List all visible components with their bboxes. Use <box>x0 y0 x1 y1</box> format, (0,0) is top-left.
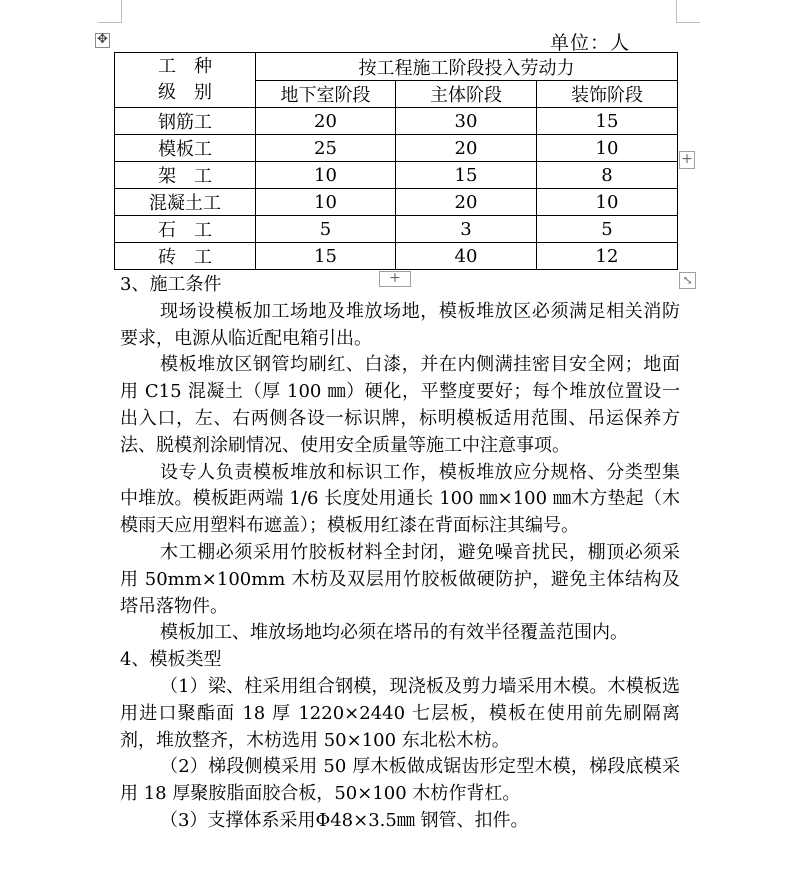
value-cell[interactable]: 15 <box>537 108 678 135</box>
table-row <box>115 243 678 270</box>
table-move-handle-icon[interactable]: ✥ <box>95 33 110 48</box>
body-paragraph: （3）支撑体系采用Φ48×3.5㎜ 钢管、扣件。 <box>160 809 529 831</box>
header-stage-main[interactable]: 主体阶段 <box>396 81 537 108</box>
row-name-cell[interactable]: 架 工 <box>115 162 256 189</box>
value-cell[interactable]: 5 <box>256 216 396 243</box>
value-cell[interactable]: 40 <box>396 243 537 270</box>
value-cell[interactable]: 15 <box>256 243 396 270</box>
value-cell[interactable]: 10 <box>537 135 678 162</box>
body-paragraph: 现场设模板加工场地及堆放场地，模板堆放区必须满足相关消防要求，电源从临近配电箱引出。 <box>120 300 680 349</box>
value-cell[interactable]: 10 <box>537 189 678 216</box>
table-header-row <box>115 53 678 81</box>
header-stage-basement[interactable]: 地下室阶段 <box>256 81 396 108</box>
body-paragraph: 模板加工、堆放场地均必须在塔吊的有效半径覆盖范围内。 <box>160 622 628 644</box>
crop-mark-right-horizontal <box>676 22 700 23</box>
row-name-cell[interactable]: 混凝土工 <box>115 189 256 216</box>
table-row <box>115 135 678 162</box>
body-paragraph: 模板堆放区钢管均刷红、白漆，并在内侧满挂密目安全网；地面用 C15 混凝土（厚 100 ㎜）硬化，平整度要好；每个堆放位置设一出入口，左、右两侧各设一标识牌，标明模板适用范围、吊运保养方法、脱模剂涂刷情况、使用安全质量等施工中注意事项。 <box>120 354 680 456</box>
header-trade-label: 工 种 <box>158 56 212 77</box>
value-cell[interactable]: 3 <box>396 216 537 243</box>
value-cell[interactable]: 15 <box>396 162 537 189</box>
document-body[interactable] <box>120 272 680 835</box>
row-name-cell[interactable]: 钢筋工 <box>115 108 256 135</box>
add-column-plus-icon[interactable]: + <box>679 151 695 169</box>
labor-table[interactable] <box>114 52 678 270</box>
header-level-label: 级 别 <box>158 82 212 103</box>
body-paragraph: （1）梁、柱采用组合钢模，现浇板及剪力墙采用木模。木模板选用进口聚酯面 18 厚 1220×2440 七层板，模板在使用前先刷隔离剂，堆放整齐，木枋选用 50×100 东北松木枋。 <box>120 675 680 751</box>
row-name-cell[interactable]: 砖 工 <box>115 243 256 270</box>
value-cell[interactable]: 8 <box>537 162 678 189</box>
table-row <box>115 216 678 243</box>
value-cell[interactable]: 5 <box>537 216 678 243</box>
body-paragraph: 木工棚必须采用竹胶板材料全封闭，避免噪音扰民，棚顶必须采用 50mm×100mm 木枋及双层用竹胶板做硬防护，避免主体结构及塔吊落物件。 <box>120 541 680 617</box>
crop-mark-left-vertical <box>121 0 122 22</box>
value-cell[interactable]: 20 <box>396 189 537 216</box>
body-paragraph: （2）梯段侧模采用 50 厚木板做成锯齿形定型木模，梯段底模采用 18 厚聚胺脂面胶合板，50×100 木枋作背杠。 <box>120 756 680 805</box>
table-resize-handle-icon[interactable]: ⤡ <box>679 272 696 289</box>
value-cell[interactable]: 30 <box>396 108 537 135</box>
header-trade-cell[interactable] <box>115 53 256 108</box>
body-paragraph: 设专人负责模板堆放和标识工作，模板堆放应分规格、分类型集中堆放。模板距两端 1/6 长度处用通长 100 ㎜×100 ㎜木方垫起（木模雨天应用塑料布遮盖）；模板用红漆在背面标注其编号。 <box>120 461 680 537</box>
value-cell[interactable]: 20 <box>256 108 396 135</box>
section-heading: 4、模板类型 <box>120 649 222 671</box>
table-row <box>115 162 678 189</box>
header-stage-decoration[interactable]: 装饰阶段 <box>537 81 678 108</box>
section-heading: 3、施工条件 <box>120 274 222 295</box>
row-name-cell[interactable]: 石 工 <box>115 216 256 243</box>
add-row-plus-icon[interactable]: + <box>379 271 411 287</box>
unit-label: 单位：人 <box>550 32 631 54</box>
table-row <box>115 189 678 216</box>
value-cell[interactable]: 12 <box>537 243 678 270</box>
table-row <box>115 108 678 135</box>
crop-mark-right-vertical <box>676 0 677 22</box>
header-group-cell[interactable]: 按工程施工阶段投入劳动力 <box>256 53 678 81</box>
crop-mark-left-horizontal <box>98 22 122 23</box>
value-cell[interactable]: 10 <box>256 189 396 216</box>
value-cell[interactable]: 10 <box>256 162 396 189</box>
value-cell[interactable]: 20 <box>396 135 537 162</box>
row-name-cell[interactable]: 模板工 <box>115 135 256 162</box>
value-cell[interactable]: 25 <box>256 135 396 162</box>
